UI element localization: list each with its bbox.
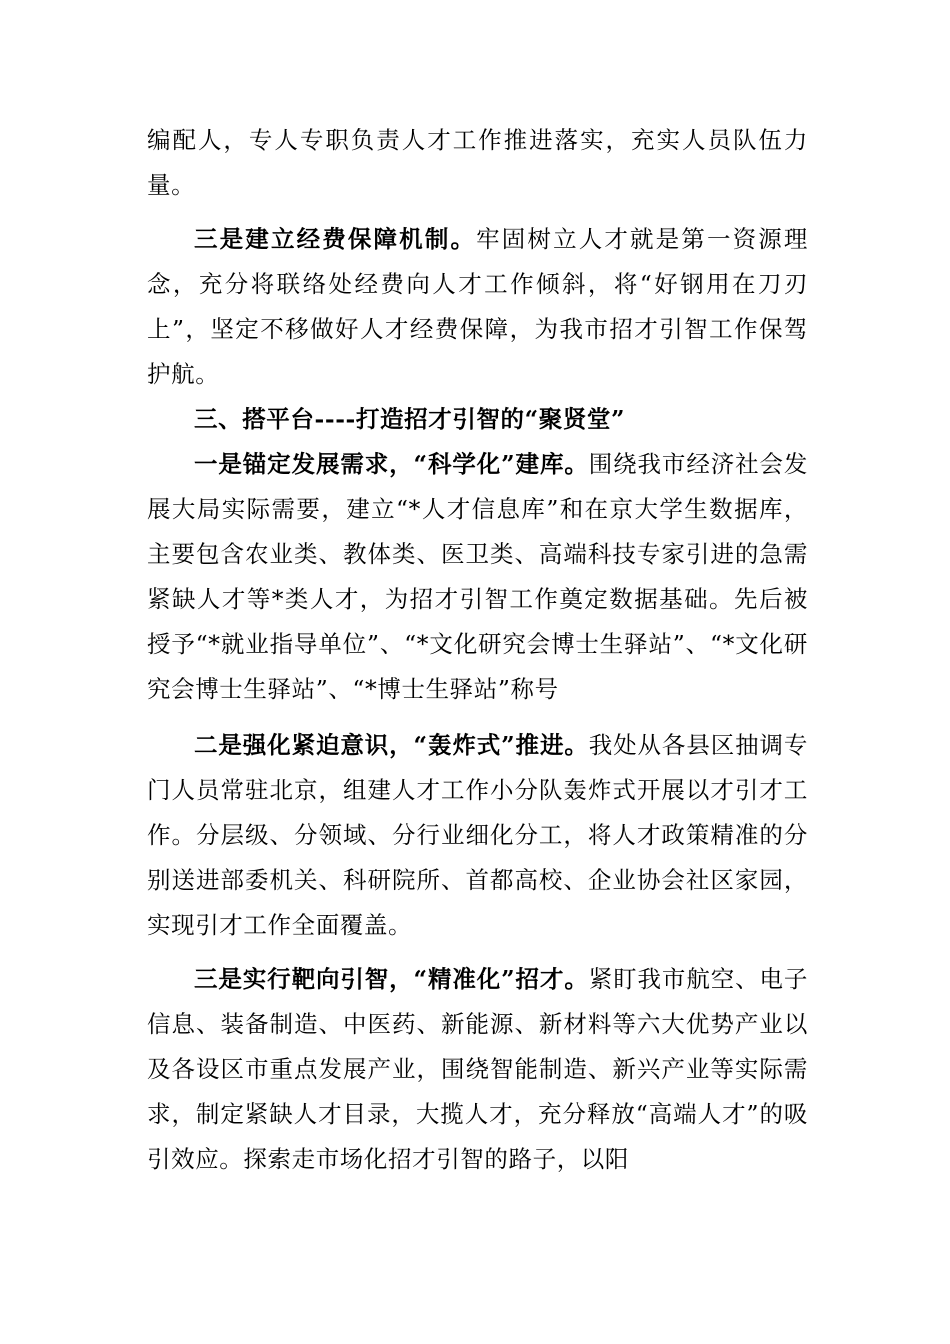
paragraph-text: 围绕我市经济社会发展大局实际需要，建立“*人才信息库”和在京大学生数据库，主要包含农业类、教体类、医卫类、高端科技专家引进的急需紧缺人才等*类人才，为招才引智工作奠定数据基础。先后被授予“*就业指导单位”、“*文化研究会博士生驿站”、“*文化研究会博士生驿站”、“*博士生驿站”称号 bbox=[147, 450, 809, 703]
paragraph-urgency bbox=[147, 723, 808, 948]
paragraph-text: 编配人，专人专职负责人才工作推进落实，充实人员队伍力量。 bbox=[147, 126, 808, 199]
paragraph-text: 我处从各县区抽调专门人员常驻北京，组建人才工作小分队轰炸式开展以才引才工作。分层级、分领域、分行业细化分工，将人才政策精准的分别送进部委机关、科研院所、首都高校、企业协会社区家园，实现引才工作全面覆盖。 bbox=[147, 731, 809, 939]
paragraph-funding bbox=[147, 217, 808, 397]
paragraph-continuation bbox=[147, 118, 808, 208]
paragraph-database bbox=[147, 442, 808, 712]
document-page bbox=[147, 118, 808, 1182]
paragraph-lead: 二是强化紧迫意识，“轰炸式”推进。 bbox=[194, 731, 589, 759]
paragraph-lead: 一是锚定发展需求，“科学化”建库。 bbox=[194, 450, 589, 478]
paragraph-text: 紧盯我市航空、电子信息、装备制造、中医药、新能源、新材料等六大优势产业以及各设区市重点发展产业，围绕智能制造、新兴产业等实际需求，制定紧缺人才目录，大揽人才，充分释放“高端人才”的吸引效应。探索走市场化招才引智的路子，以阳 bbox=[147, 965, 809, 1173]
paragraph-targeted bbox=[147, 957, 808, 1182]
paragraph-lead: 三是实行靶向引智，“精准化”招才。 bbox=[194, 965, 589, 993]
section-heading: 三、搭平台----打造招才引智的“聚贤堂” bbox=[194, 405, 626, 433]
paragraph-text: 牢固树立人才就是第一资源理念，充分将联络处经费向人才工作倾斜，将“好钢用在刀刃上”，坚定不移做好人才经费保障，为我市招才引智工作保驾护航。 bbox=[147, 225, 808, 388]
paragraph-lead: 三是建立经费保障机制。 bbox=[194, 225, 477, 253]
